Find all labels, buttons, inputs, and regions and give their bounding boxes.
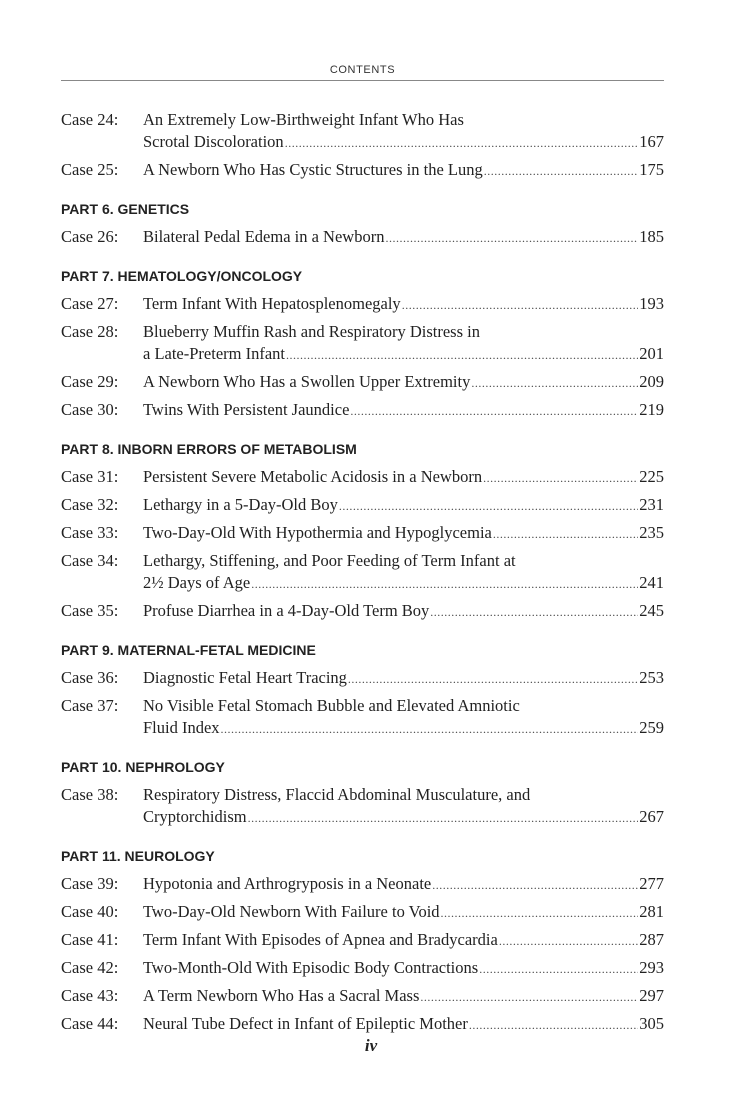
case-title-line xyxy=(143,1013,664,1036)
case-number: Case 34: xyxy=(61,551,119,570)
case-title xyxy=(143,159,664,182)
toc-entry[interactable] xyxy=(61,466,664,489)
page-ref[interactable]: 245 xyxy=(639,601,664,620)
dot-leader xyxy=(471,372,638,394)
toc-entry[interactable] xyxy=(61,784,664,829)
case-title xyxy=(143,321,664,366)
dot-leader xyxy=(251,573,638,595)
dot-leader xyxy=(286,344,638,366)
case-title xyxy=(143,873,664,896)
part-heading: PART 10. NEPHROLOGY xyxy=(61,759,225,775)
case-number: Case 36: xyxy=(61,668,119,687)
case-title-line xyxy=(143,985,664,1008)
part-heading: PART 6. GENETICS xyxy=(61,201,190,217)
case-title-text: A Newborn Who Has Cystic Structures in the Lung xyxy=(143,160,483,179)
case-title-line xyxy=(143,695,664,717)
case-title-line xyxy=(143,550,664,572)
case-number: Case 41: xyxy=(61,930,119,949)
case-title-text: Lethargy, Stiffening, and Poor Feeding of Term Infant at xyxy=(143,551,516,570)
case-title-line xyxy=(143,466,664,489)
page-ref[interactable]: 201 xyxy=(639,344,664,363)
case-title-line xyxy=(143,717,664,740)
case-title-line xyxy=(143,399,664,422)
part-heading: PART 11. NEUROLOGY xyxy=(61,848,215,864)
part-heading: PART 8. INBORN ERRORS OF METABOLISM xyxy=(61,441,357,457)
page-ref[interactable]: 293 xyxy=(639,958,664,977)
running-header: CONTENTS xyxy=(329,64,396,76)
case-title-text: Scrotal Discoloration xyxy=(143,132,284,151)
case-title-text: Cryptorchidism xyxy=(143,807,247,826)
dot-leader xyxy=(285,132,639,154)
case-title xyxy=(143,226,664,249)
case-title-text: Two-Month-Old With Episodic Body Contractions xyxy=(143,958,479,977)
case-title xyxy=(143,399,664,422)
toc-entry[interactable] xyxy=(61,929,664,952)
case-title-text: A Term Newborn Who Has a Sacral Mass xyxy=(143,986,420,1005)
case-title-text: 2½ Days of Age xyxy=(143,573,251,592)
case-number: Case 42: xyxy=(61,958,119,977)
case-title-line xyxy=(143,131,664,154)
page-ref[interactable]: 219 xyxy=(639,400,664,419)
page-ref[interactable]: 235 xyxy=(639,523,664,542)
case-title-line xyxy=(143,667,664,690)
case-title-text: Hypotonia and Arthrogryposis in a Neonate xyxy=(143,874,432,893)
case-title-line xyxy=(143,371,664,394)
page-ref[interactable]: 253 xyxy=(639,668,664,687)
case-number: Case 37: xyxy=(61,696,119,715)
case-number: Case 39: xyxy=(61,874,119,893)
case-title xyxy=(143,985,664,1008)
case-title-line xyxy=(143,957,664,980)
toc-entry[interactable] xyxy=(61,371,664,394)
toc-entry[interactable] xyxy=(61,109,664,154)
case-title xyxy=(143,293,664,316)
toc-entry[interactable] xyxy=(61,901,664,924)
page-ref[interactable]: 277 xyxy=(639,874,664,893)
toc-entry[interactable] xyxy=(61,293,664,316)
toc-entry[interactable] xyxy=(61,321,664,366)
case-number: Case 32: xyxy=(61,495,119,514)
case-title-line xyxy=(143,522,664,545)
part-heading: PART 7. HEMATOLOGY/ONCOLOGY xyxy=(61,268,303,284)
case-number: Case 38: xyxy=(61,785,119,804)
page-ref[interactable]: 259 xyxy=(639,718,664,737)
toc-entry[interactable] xyxy=(61,226,664,249)
dot-leader xyxy=(385,227,638,249)
page-ref[interactable]: 175 xyxy=(639,160,664,179)
case-title-text: Profuse Diarrhea in a 4-Day-Old Term Boy xyxy=(143,601,430,620)
case-title xyxy=(143,466,664,489)
page-ref[interactable]: 287 xyxy=(639,930,664,949)
dot-leader xyxy=(493,523,638,545)
toc-entry[interactable] xyxy=(61,399,664,422)
case-title-text: Term Infant With Hepatosplenomegaly xyxy=(143,294,401,313)
toc-entry[interactable] xyxy=(61,957,664,980)
dot-leader xyxy=(469,1014,638,1036)
toc-entry[interactable] xyxy=(61,550,664,595)
toc-entry[interactable] xyxy=(61,1013,664,1036)
page-ref[interactable]: 281 xyxy=(639,902,664,921)
dot-leader xyxy=(499,930,638,952)
case-number: Case 43: xyxy=(61,986,119,1005)
case-number: Case 24: xyxy=(61,110,119,129)
page-ref[interactable]: 193 xyxy=(639,294,664,313)
case-title-text: A Newborn Who Has a Swollen Upper Extremity xyxy=(143,372,471,391)
case-title xyxy=(143,1013,664,1036)
case-title-text: Twins With Persistent Jaundice xyxy=(143,400,350,419)
case-title-line xyxy=(143,784,664,806)
case-title xyxy=(143,109,664,154)
toc-entry[interactable] xyxy=(61,159,664,182)
toc-entry[interactable] xyxy=(61,494,664,517)
case-title-text: An Extremely Low-Birthweight Infant Who Has xyxy=(143,110,464,129)
case-title-text: Diagnostic Fetal Heart Tracing xyxy=(143,668,347,687)
dot-leader xyxy=(432,874,638,896)
case-title-line xyxy=(143,929,664,952)
case-title-line xyxy=(143,572,664,595)
toc-entry[interactable] xyxy=(61,695,664,740)
dot-leader xyxy=(479,958,638,980)
table-of-contents xyxy=(61,109,664,1041)
page-ref[interactable]: 297 xyxy=(639,986,664,1005)
dot-leader xyxy=(221,718,639,740)
toc-entry[interactable] xyxy=(61,522,664,545)
dot-leader xyxy=(484,160,639,182)
case-title-text: Persistent Severe Metabolic Acidosis in a Newborn xyxy=(143,467,483,486)
case-number: Case 26: xyxy=(61,227,119,246)
case-title-line xyxy=(143,901,664,924)
case-number: Case 27: xyxy=(61,294,119,313)
case-title xyxy=(143,522,664,545)
case-title-line xyxy=(143,343,664,366)
dot-leader xyxy=(483,467,638,489)
dot-leader xyxy=(348,668,638,690)
case-title xyxy=(143,494,664,517)
page-ref[interactable]: 231 xyxy=(639,495,664,514)
toc-entry[interactable] xyxy=(61,600,664,623)
case-title-line xyxy=(143,226,664,249)
case-title xyxy=(143,600,664,623)
case-number: Case 35: xyxy=(61,601,119,620)
dot-leader xyxy=(430,601,638,623)
case-number: Case 40: xyxy=(61,902,119,921)
page-number: iv xyxy=(364,1036,378,1055)
case-title-line xyxy=(143,293,664,316)
page-ref[interactable]: 267 xyxy=(639,807,664,826)
page-ref[interactable]: 185 xyxy=(639,227,664,246)
case-number: Case 30: xyxy=(61,400,119,419)
case-title-text: a Late-Preterm Infant xyxy=(143,344,286,363)
case-title-line xyxy=(143,494,664,517)
case-title-line xyxy=(143,159,664,182)
dot-leader xyxy=(350,400,638,422)
case-number: Case 28: xyxy=(61,322,119,341)
case-title-text: Term Infant With Episodes of Apnea and Bradycardia xyxy=(143,930,498,949)
dot-leader xyxy=(402,294,639,316)
case-title xyxy=(143,550,664,595)
toc-entry[interactable] xyxy=(61,985,664,1008)
case-title xyxy=(143,667,664,690)
case-number: Case 31: xyxy=(61,467,119,486)
case-title xyxy=(143,901,664,924)
case-title-line xyxy=(143,109,664,131)
page-ref[interactable]: 167 xyxy=(639,132,664,151)
case-title xyxy=(143,957,664,980)
page-ref[interactable]: 241 xyxy=(639,573,664,592)
case-number: Case 33: xyxy=(61,523,119,542)
case-title-text: Blueberry Muffin Rash and Respiratory Distress in xyxy=(143,322,480,341)
case-title-line xyxy=(143,321,664,343)
page-ref[interactable]: 209 xyxy=(639,372,664,391)
case-title-text: Bilateral Pedal Edema in a Newborn xyxy=(143,227,385,246)
case-title xyxy=(143,784,664,829)
case-title xyxy=(143,695,664,740)
case-title-text: Two-Day-Old Newborn With Failure to Void xyxy=(143,902,440,921)
case-title-text: Lethargy in a 5-Day-Old Boy xyxy=(143,495,338,514)
toc-entry[interactable] xyxy=(61,873,664,896)
case-title-text: Neural Tube Defect in Infant of Epileptic Mother xyxy=(143,1014,468,1033)
dot-leader xyxy=(248,807,639,829)
part-heading: PART 9. MATERNAL-FETAL MEDICINE xyxy=(61,642,316,658)
case-title xyxy=(143,929,664,952)
case-title-line xyxy=(143,873,664,896)
dot-leader xyxy=(420,986,638,1008)
dot-leader xyxy=(441,902,639,924)
case-title-text: Respiratory Distress, Flaccid Abdominal Musculature, and xyxy=(143,785,531,804)
case-title-text: Two-Day-Old With Hypothermia and Hypoglycemia xyxy=(143,523,492,542)
case-number: Case 29: xyxy=(61,372,119,391)
case-title xyxy=(143,371,664,394)
case-title-line xyxy=(143,600,664,623)
case-title-line xyxy=(143,806,664,829)
case-title-text: Fluid Index xyxy=(143,718,220,737)
case-title-text: No Visible Fetal Stomach Bubble and Elevated Amniotic xyxy=(143,696,520,715)
page-ref[interactable]: 305 xyxy=(639,1014,664,1033)
toc-entry[interactable] xyxy=(61,667,664,690)
case-number: Case 44: xyxy=(61,1014,119,1033)
header-rule xyxy=(61,80,664,81)
case-number: Case 25: xyxy=(61,160,119,179)
page-ref[interactable]: 225 xyxy=(639,467,664,486)
dot-leader xyxy=(339,495,638,517)
